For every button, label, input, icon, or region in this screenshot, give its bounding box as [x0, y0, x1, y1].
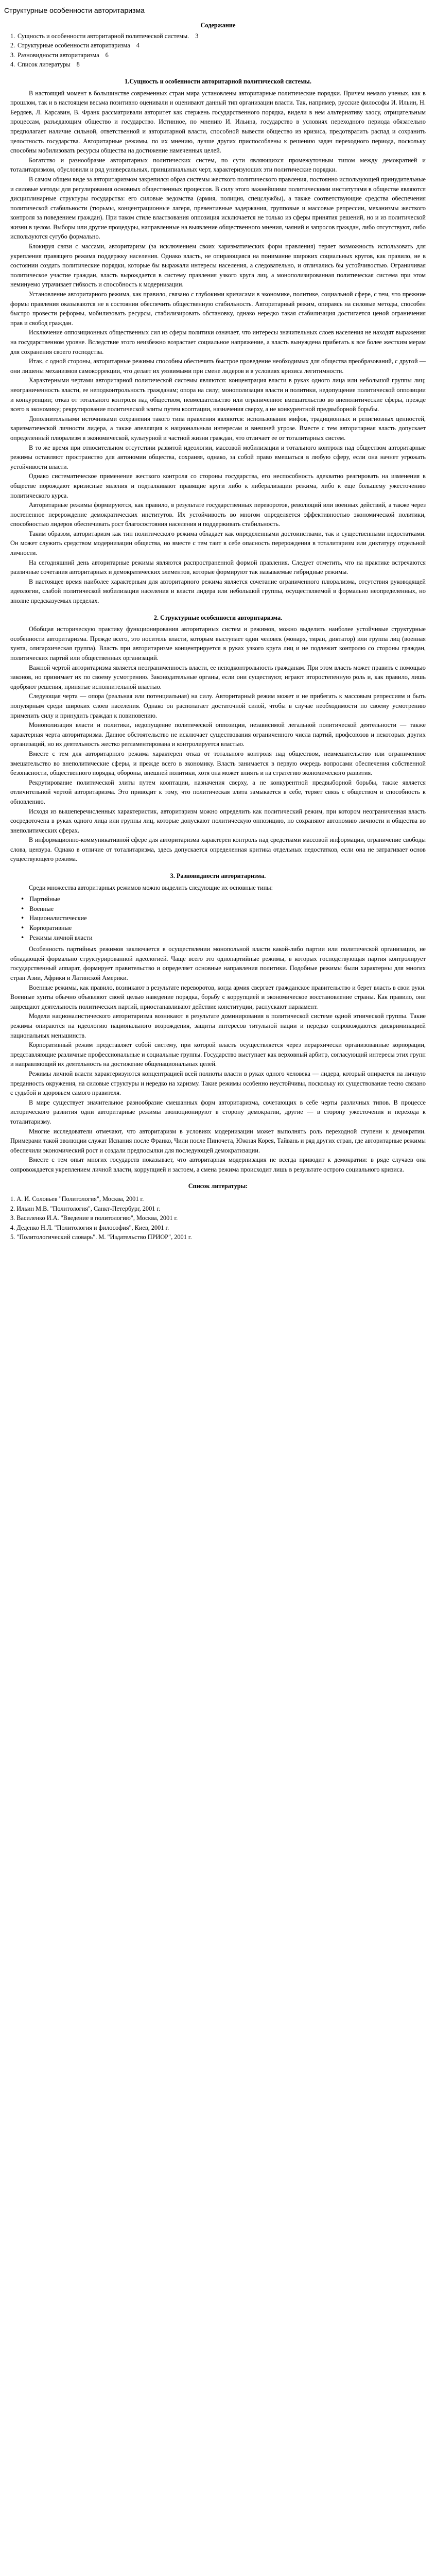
toc-item[interactable] — [10, 31, 426, 41]
paragraph: В самом общем виде за авторитаризмом закрепился образ системы жесткого политического правления, постоянно использующей принудительные и силовые методы для регулирования основных общественных процессов. В силу этого важнейшими политическими институтами в обществе являются дисциплинарные структуры государства: его силовые ведомства (армия, полиция, спецслужбы), а также соответствующие средства обеспечения политической стабильности (тюрьмы, концентрационные лагеря, превентивные задержания, групповые и массовые репрессии, механизмы жесткого контроля за поведением граждан). При таком стиле властвования оппозиция исключается не только из сферы принятия решений, но и из политической жизни в целом. Выборы или другие процедуры, направленные на выявление общественного мнения, чаяний и запросов граждан, либо отсутствуют, либо используются сугубо формально. — [10, 175, 426, 241]
paragraph: В мире существует значительное разнообразие смешанных форм авторитаризма, сочетающих в себе черты различных типов. В процессе исторического развития одни авторитарные режимы эволюционируют в сторону демократии, другие — в сторону ужесточения и перехода к тоталитаризму. — [10, 1098, 426, 1125]
regime-types-list — [10, 894, 426, 942]
paragraph: Модели националистического авторитаризма возникают в результате доминирования в политической системе одной этнической группы. Такие режимы опираются на идеологию национального возрождения, защиты интересов титульной нации и нередко сопровождаются дискриминацией национальных меньшинств. — [10, 1012, 426, 1039]
references-list — [10, 1194, 426, 1242]
paragraph: Монополизация власти и политики, недопущение политической оппозиции, независимой легальной политической деятельности — также характерная черта авторитаризма. Данное обстоятельство не исключает существования ограниченного числа партий, профсоюзов и некоторых других организаций, но их деятельность жестко регламентирована и контролируется властью. — [10, 721, 426, 748]
reference-item: 2. Ильин М.В. "Политология", Санкт-Петербург, 2001 г. — [10, 1205, 161, 1212]
section-essence — [10, 77, 426, 606]
paragraph: Исключение оппозиционных общественных сил из сферы политики означает, что интересы значительных слоев населения не находят выражения на государственном уровне. Вследствие этого неизбежно возрастает социальное напряжение, а власть вынуждена прибегать к все более жестким мерам для сохранения своего господства. — [10, 329, 426, 355]
paragraph: Важной чертой авторитаризма является неограниченность власти, ее неподконтрольность гражданам. При этом власть может править с помощью законов, но принимает их по своему усмотрению. Законодательные органы, если они существуют, играют второстепенную роль и, как правило, лишь одобряют решения, принятые исполнительной властью. — [10, 664, 426, 690]
toc-item-label: Разновидности авторитаризма — [18, 51, 99, 59]
paragraph: В информационно-коммуникативной сфере для авторитаризма характерен контроль над средствами массовой информации, ограничение свободы слова, цензура. Однако в отличие от тоталитаризма, здесь допускается определенная критика отдельных недостатков, если она не затрагивает основ существующего режима. — [10, 836, 426, 863]
paragraph: Установление авторитарного режима, как правило, связано с глубокими кризисами в экономике, политике, социальной сфере, с тем, что прежние формы правления оказываются не в состоянии обеспечить общественную стабильность. Авторитарный режим, опираясь на силовые методы, способен быстро провести реформы, мобилизовать ресурсы, стабилизировать обстановку, однако нередко такая стабилизация достигается ценой ограничения прав и свобод граждан. — [10, 291, 426, 327]
section-heading: 3. Разновидности авторитаризма. — [170, 872, 266, 880]
paragraph: Вместе с тем для авторитарного режима характерен отказ от тотального контроля над обществом, невмешательство или ограниченное вмешательство во внеполитические сферы, и прежде всего в экономику. Власть занимается в первую очередь вопросами обеспечения собственной безопасности, общественного порядка, обороны, внешней политики, хотя она может влиять и на стратегию экономического развития. — [10, 750, 426, 777]
paragraph: Таким образом, авторитаризм как тип политического режима обладает как определенными достоинствами, так и существенными недостатками. Он может служить средством модернизации общества, но вместе с тем таит в себе опасность перерождения в тоталитаризм или диктатуру отдельной личности. — [10, 530, 426, 557]
toc-item-page: 3 — [195, 32, 199, 40]
paragraph: Однако систематическое применение жесткого контроля со стороны государства, его неспособность адекватно реагировать на изменения в обществе порождают кризисные явления и подталкивают правящие круги либо к либерализации режима, либо к еще большему ужесточению политического курса. — [10, 472, 426, 499]
toc-item-label: Структурные особенности авторитаризма — [18, 42, 130, 49]
paragraph: Следующая черта — опора (реальная или потенциальная) на силу. Авторитарный режим может и не прибегать к массовым репрессиям и быть популярным среди широких слоев населения. Однако он располагает достаточной силой, чтобы в случае необходимости по своему усмотрению применить силу и принудить граждан к повиновению. — [10, 692, 426, 719]
bullet-icon: • — [21, 914, 25, 922]
references-section — [10, 1181, 426, 1242]
toc-item[interactable] — [10, 50, 426, 60]
section-heading: 2. Структурные особенности авторитаризма. — [153, 614, 283, 621]
paragraph: Особенность партийных режимов заключается в осуществлении монопольной власти какой-либо партии или политической организации, не обладающей формально структурированной идеологией. Чаще всего это однопартийные режимы, в которых господствующая партия контролирует государственный аппарат, формирует правительство и определяет основные направления политики. Подобные режимы были характерны для многих стран Азии, Африки и Латинской Америки. — [10, 945, 426, 981]
list-item-label: Военные — [29, 905, 54, 912]
paragraph: В настоящий момент в большинстве современных стран мира установлены авторитарные политические порядки. Причем немало ученых, как в прошлом, так и в настоящем весьма позитивно оценивали и оценивают данный тип организации власти. Так, например, русские философы И. Ильин, Н. Бердяев, Л. Карсавин, В. Франк рассматривали авторитет как стержень государственного порядка, видели в нем альтернативу хаосу, отрицательным процессам, разъедающим общество и государство. Истинное, по мнению И. Ильина, государство в условиях переходного периода обязательно предполагает наличие сильной, ответственной и авторитарной власти, способной вывести общество из кризиса, предотвратить распад и сохранить целостность государства. Авторитарные режимы, по их мнению, лучше других приспособлены к решению задач переходного периода, поскольку способны мобилизовать ресурсы общества на достижение намеченных целей. — [10, 89, 426, 155]
bullet-icon: • — [21, 905, 25, 912]
document-body — [0, 21, 436, 1242]
toc-item-number: 3. — [10, 51, 15, 59]
toc-item-number: 1. — [10, 32, 15, 40]
paragraph: В то же время при относительном отсутствии развитой идеологии, массовой мобилизации и тотального контроля над обществом авторитарные режимы оставляют пространство для автономии общества, сохраняя, однако, за собой право вмешаться в любую сферу, если она начнет угрожать устойчивости власти. — [10, 444, 426, 470]
paragraph: Многие исследователи отмечают, что авторитаризм в условиях модернизации может выполнять роль переходной ступени к демократии. Примерами такой эволюции служат Испания после Франко, Чили после Пиночета, Южная Корея, Тайвань и ряд других стран, где авторитарные режимы обеспечили экономический рост и создали предпосылки для последующей демократизации. — [10, 1127, 426, 1154]
toc-item-label: Список литературы — [18, 61, 71, 69]
paragraph: Корпоративный режим представляет собой систему, при которой власть осуществляется через иерархически организованные корпорации, представляющие различные профессиональные и социальные группы. Государство выступает как верховный арбитр, согласующий интересы этих групп и направляющий их деятельность на достижение общенациональных целей. — [10, 1041, 426, 1068]
bullet-icon: • — [21, 934, 25, 941]
toc-item[interactable] — [10, 41, 426, 50]
list-item-label: Режимы личной власти — [29, 934, 93, 941]
paragraph: На сегодняшний день авторитарные режимы являются распространенной формой правления. Следует отметить, что на практике встречаются различные сочетания авторитарных и демократических элементов, которые формируют так называемые гибридные режимы. — [10, 558, 426, 576]
references-heading: Список литературы: — [188, 1182, 248, 1190]
reference-item: 1. А. И. Соловьев "Политология", Москва, 2001 г. — [10, 1195, 144, 1203]
paragraph: В настоящее время наиболее характерным для авторитарного режима является сочетание ограниченного плюрализма, отсутствия руководящей идеологии, слабой политической мобилизации населения и власти лидера или небольшой группы, осуществляемой в формально неопределенных, но вполне предсказуемых пределах. — [10, 578, 426, 605]
table-of-contents — [10, 31, 426, 70]
toc-item-number: 2. — [10, 42, 15, 49]
paragraph: Авторитарные режимы формируются, как правило, в результате государственных переворотов, революций или военных действий, а также через постепенное перерождение демократических институтов. Их устойчивость во многом определяется эффективностью экономической политики, способностью лидеров обеспечивать рост благосостояния населения и поддерживать стабильность. — [10, 501, 426, 528]
toc-item[interactable] — [10, 60, 426, 70]
toc-item-label: Сущность и особенности авторитарной политической системы. — [18, 32, 189, 40]
toc-item-page: 6 — [105, 51, 109, 59]
paragraph: Военные режимы, как правило, возникают в результате переворотов, когда армия свергает гражданское правительство и берет власть в свои руки. Военные хунты обычно объявляют своей целью наведение порядка, борьбу с коррупцией и экономическое восстановление страны. Как правило, они запрещают деятельность политических партий, приостанавливают действие конституции, распускают парламент. — [10, 984, 426, 1010]
paragraph: Дополнительными источниками сохранения такого типа правления являются: использование мифов, традиционных и религиозных ценностей, харизматической личности лидера, а также апелляция к национальным интересам и внешней угрозе. Вместе с тем авторитарная власть допускает определенный плюрализм в экономической, культурной и частной жизни граждан, что отличает ее от тоталитарных систем. — [10, 415, 426, 442]
paragraph: Режимы личной власти характеризуются концентрацией всей полноты власти в руках одного человека — лидера, который опирается на личную преданность окружения, на силовые структуры и нередко на харизму. Такие режимы особенно неустойчивы, поскольку их существование тесно связано с судьбой и здоровьем самого правителя. — [10, 1070, 426, 1097]
paragraph: Обобщая историческую практику функционирования авторитарных систем и режимов, можно выделить наиболее устойчивые структурные особенности авторитаризма. Прежде всего, это носитель власти, которым выступает один человек (монарх, тиран, диктатор) или группа лиц (военная хунта, олигархическая группа). Власть при авторитаризме концентрируется в руках узкого круга лиц и не подлежит контролю со стороны граждан, политических партий или общественных организаций. — [10, 625, 426, 662]
paragraph: Блокируя связи с массами, авторитаризм (за исключением своих харизматических форм правления) теряет возможность использовать для укрепления правящего режима поддержку населения. Однако власть, не опирающаяся на понимание широких социальных кругов, как правило, не в состоянии создать политические порядки, которые бы выражали интересы населения, а следовательно, и отличались бы устойчивостью. Ограничивая политическое участие граждан, власть вырождается в систему правления узкого круга лиц, а монополизированная политическая система при этом неминуемо утрачивает гибкость и способность к модернизации. — [10, 243, 426, 289]
list-item-label: Корпоративные — [29, 924, 72, 932]
paragraph: Богатство и разнообразие авторитарных политических систем, по сути являющихся промежуточным типом между демократией и тоталитаризмом, обусловили и ряд универсальных, принципиальных черт, характеризующих эти политические порядки. — [10, 156, 426, 174]
list-item — [21, 933, 426, 943]
reference-item: 5. "Политологический словарь". М. "Издательство ПРИОР", 2001 г. — [10, 1233, 192, 1241]
bullet-icon: • — [21, 924, 25, 932]
section-structure — [10, 613, 426, 864]
section-heading: 1.Сущность и особенности авторитарной политической системы. — [125, 77, 311, 85]
toc-item-number: 4. — [10, 61, 15, 69]
paragraph: Рекрутирование политической элиты путем кооптации, назначения сверху, а не конкурентной предвыборной борьбы, также является отличительной чертой авторитаризма. Это приводит к тому, что политическая элита замыкается в себе, теряет связь с обществом и способность к обновлению. — [10, 778, 426, 805]
paragraph: Среди множества авторитарных режимов можно выделить следующие их основные типы: — [29, 884, 273, 891]
list-item — [21, 894, 426, 904]
paragraph: Характерными чертами авторитарной политической системы являются: концентрация власти в руках одного лица или небольшой группы лиц; неограниченность власти, ее неподконтрольность гражданам; опора на силу; монополизация власти и политики, недопущение политической оппозиции и конкуренции; отказ от тотального контроля над обществом, невмешательство или ограниченное вмешательство во внеполитические сферы, прежде всего в экономику; рекрутирование политической элиты путем кооптации, назначения сверху, а не конкурентной предвыборной борьбы. — [10, 377, 426, 413]
toc-item-page: 4 — [136, 42, 139, 49]
section-varieties — [10, 871, 426, 1174]
list-item — [21, 923, 426, 933]
list-item — [21, 913, 426, 923]
bullet-icon: • — [21, 895, 25, 903]
page-title: Структурные особенности авторитаризма — [4, 6, 145, 14]
list-item-label: Националистические — [29, 914, 87, 922]
toc-item-page: 8 — [76, 61, 80, 69]
list-item — [21, 904, 426, 914]
reference-item: 4. Деденко Н.Л. "Политология и философия", Киев, 2001 г. — [10, 1224, 169, 1231]
toc-heading: Содержание — [200, 22, 236, 29]
paragraph: Вместе с тем опыт многих государств показывает, что авторитарная модернизация не всегда приводит к демократии: в ряде случаев она сопровождается укреплением личной власти, коррупцией и застоем, а смена режима происходит лишь в результате острого социального кризиса. — [10, 1156, 426, 1173]
list-item-label: Партийные — [29, 895, 60, 903]
reference-item: 3. Василенко И.А. "Введение в политологию", Москва, 2001 г. — [10, 1214, 178, 1222]
paragraph: Исходя из вышеперечисленных характеристик, авторитаризм можно определить как политический режим, при котором неограниченная власть сосредоточена в руках одного лица или группы лиц, которые допускают политическую оппозицию, но сохраняют автономию личности и общества во внеполитических сферах. — [10, 807, 426, 834]
paragraph: Итак, с одной стороны, авторитарные режимы способны обеспечить быстрое проведение необходимых для общества преобразований, с другой — они лишены механизмов самокоррекции, что делает их уязвимыми при смене лидеров и в условиях кризиса легитимности. — [10, 358, 426, 375]
